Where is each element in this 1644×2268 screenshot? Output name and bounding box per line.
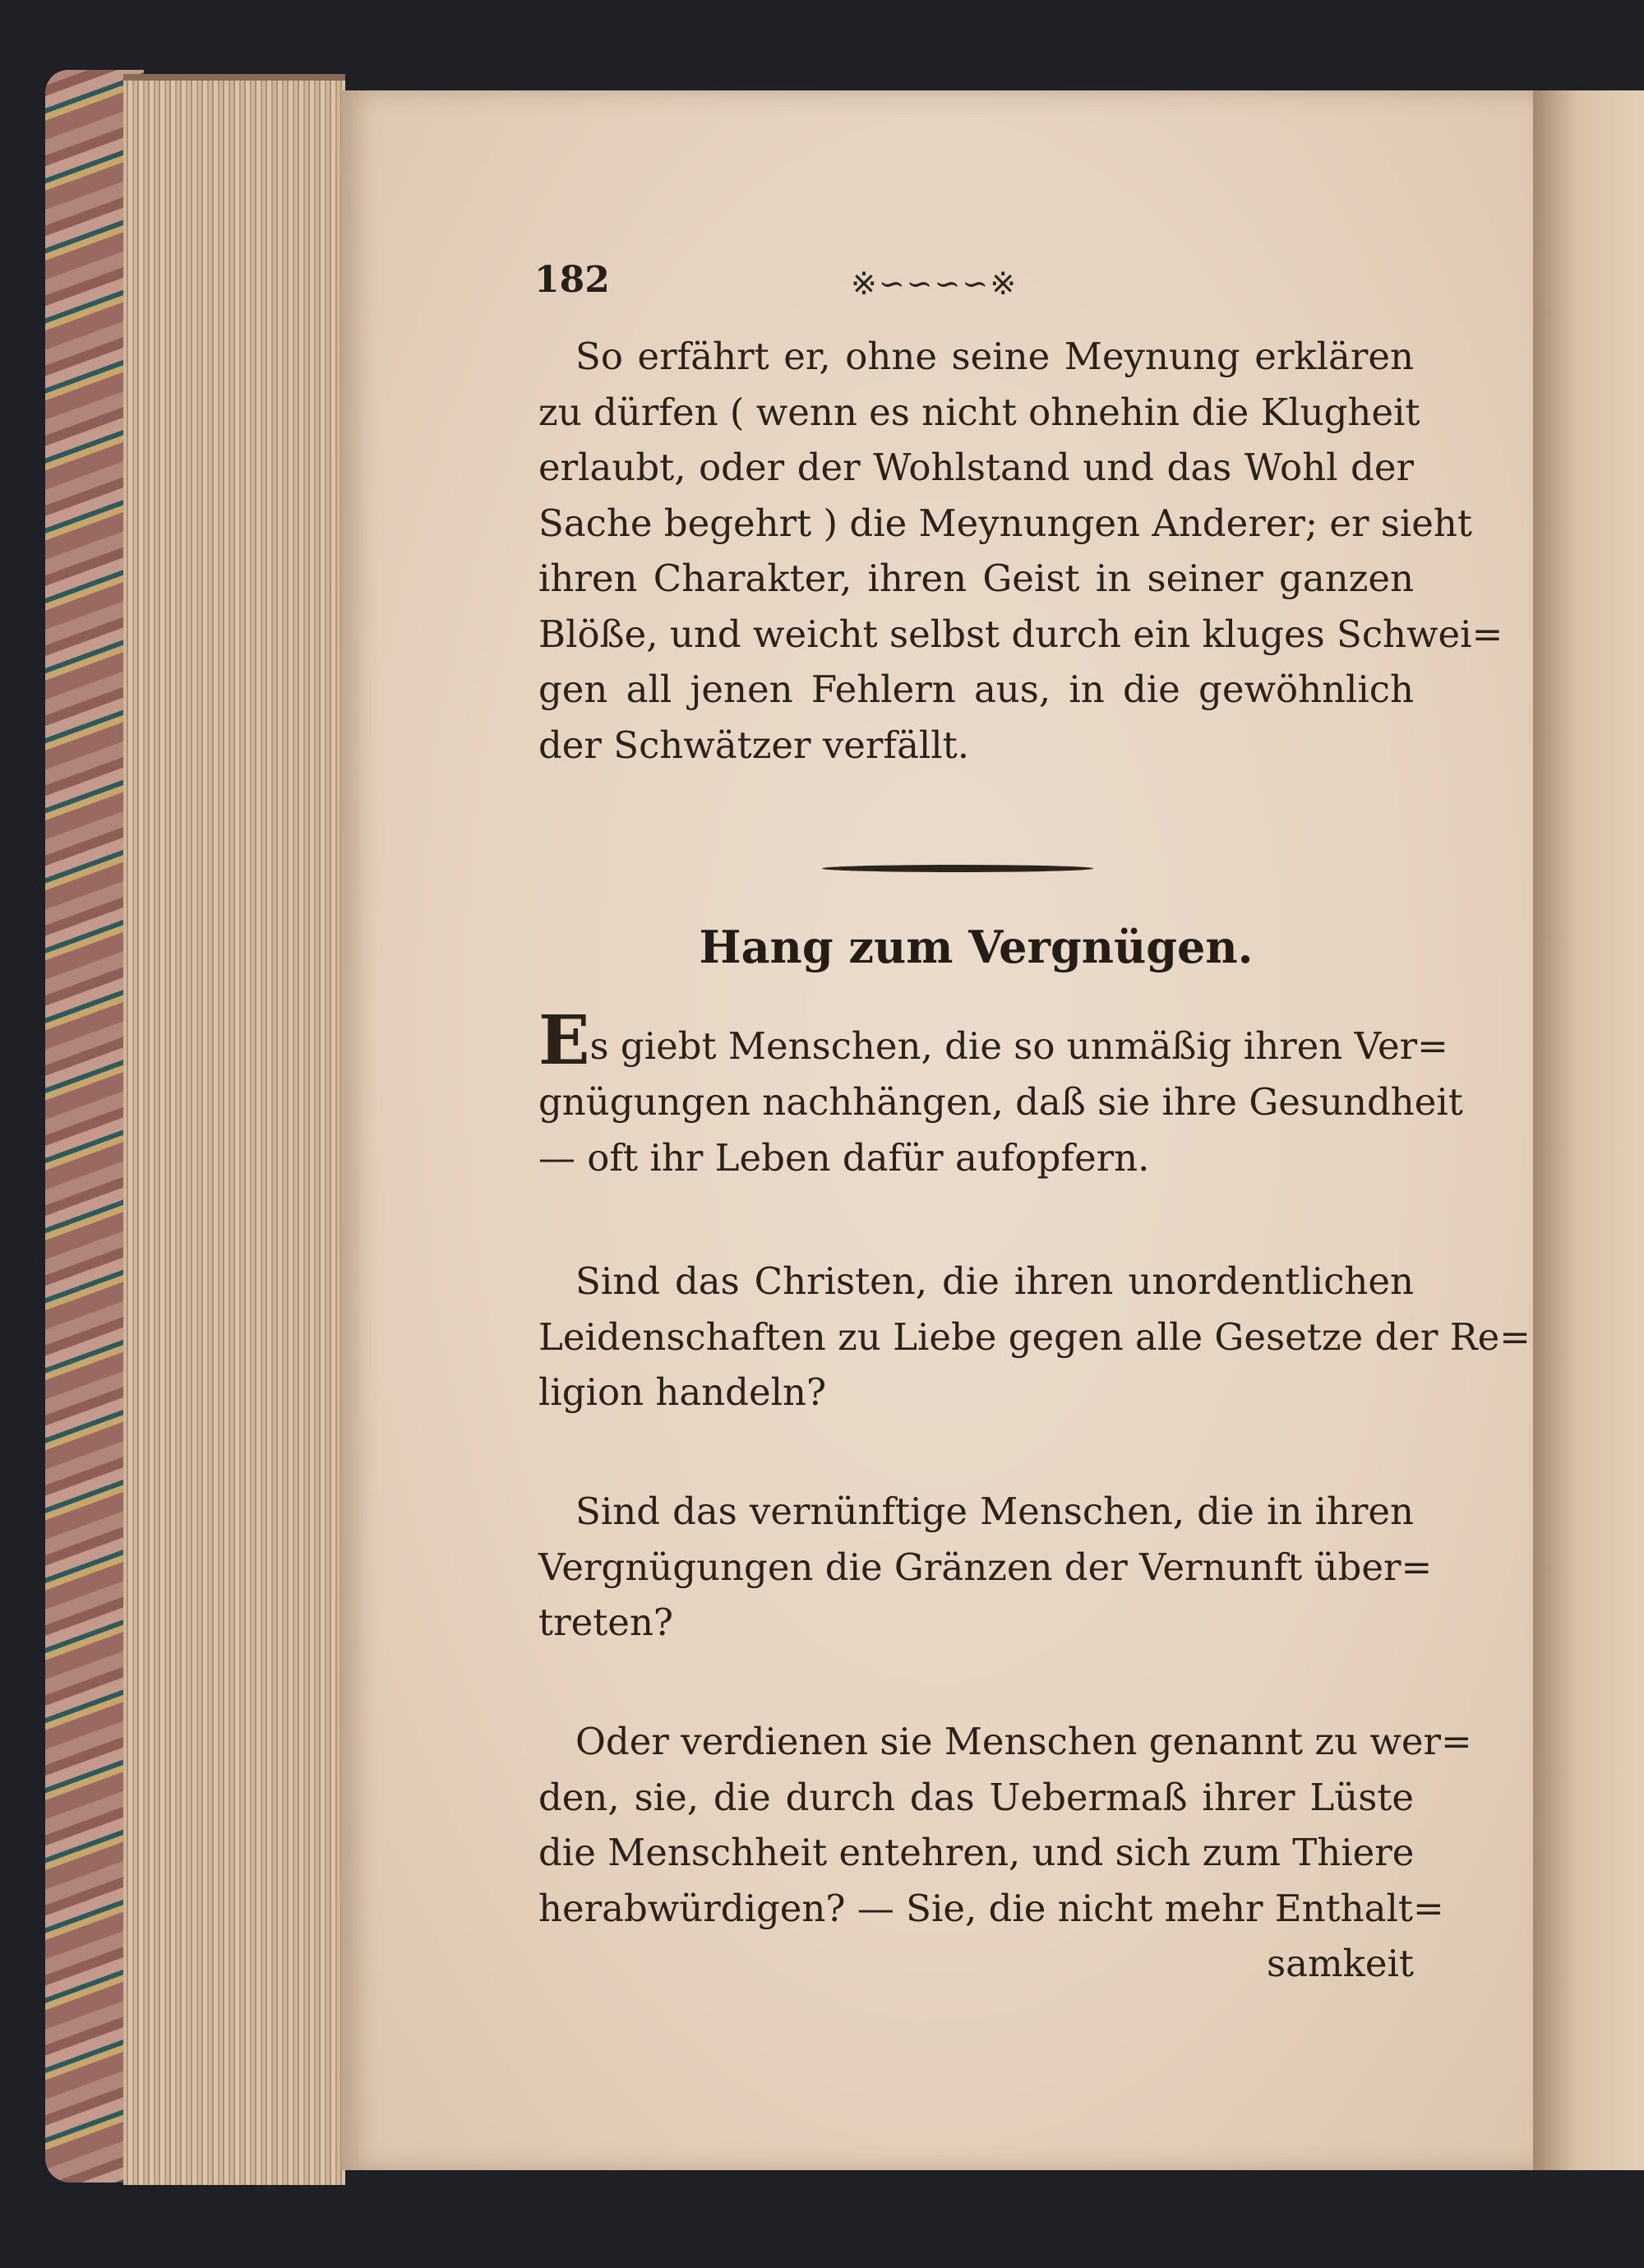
paragraph-3: [538, 1254, 1531, 1420]
text-line: Oder verdienen sie Menschen genannt zu wer=: [575, 1720, 1472, 1763]
text-line: Vergnügungen die Gränzen der Vernunft über=: [538, 1545, 1433, 1589]
text-line: ihren Charakter, ihren Geist in seiner ganzen: [538, 557, 1414, 600]
catchword: samkeit: [1267, 1942, 1414, 1985]
text-line: Leidenschaften zu Liebe gegen alle Gesetze der Re=: [538, 1314, 1531, 1359]
text-line: erlaubt, oder der Wohlstand und das Wohl der: [538, 446, 1414, 489]
text-line: Sind das vernünftige Menschen, die in ihren: [575, 1490, 1414, 1533]
paragraph-5: [538, 1714, 1472, 1992]
text-line: treten?: [538, 1601, 674, 1644]
page-edges: [123, 74, 345, 2185]
paragraph-1: [538, 329, 1503, 773]
text-line: Blöße, und weicht selbst durch ein kluges Schwei=: [538, 612, 1503, 656]
section-heading: Hang zum Vergnügen.: [699, 921, 1254, 973]
paragraph-2: [538, 1001, 1463, 1185]
facing-page-edge: [1533, 90, 1644, 2170]
ornament-icon: ※∽∽∽∽※: [851, 266, 1018, 302]
text-line-rest: s giebt Menschen, die so unmäßig ihren Ver=: [589, 1024, 1448, 1068]
text-line: ligion handeln?: [538, 1370, 827, 1414]
text-line: — oft ihr Leben dafür aufopfern.: [538, 1135, 1150, 1180]
text-line: gnügungen nachhängen, daß sie ihre Gesundheit: [538, 1080, 1463, 1124]
text-line: den, sie, die durch das Uebermaß ihrer Lüste: [538, 1775, 1414, 1819]
text-line: So erfährt er, ohne seine Meynung erklären: [575, 335, 1414, 378]
section-divider: [822, 865, 1093, 872]
text-line: der Schwätzer verfällt.: [538, 723, 970, 767]
drop-cap: E: [538, 1001, 590, 1080]
text-line: gen all jenen Fehlern aus, in die gewöhnlich: [538, 667, 1414, 711]
text-line: zu dürfen ( wenn es nicht ohnehin die Klugheit: [538, 390, 1420, 434]
text-line: Sind das Christen, die ihren unordentlichen: [575, 1259, 1414, 1303]
page-header: [534, 259, 1110, 308]
text-line: herabwürdigen? — Sie, die nicht mehr Enthalt=: [538, 1886, 1444, 1930]
page-number: 182: [534, 259, 610, 301]
text-line: Sache begehrt ) die Meynungen Anderer; er sieht: [538, 501, 1472, 545]
text-line: die Menschheit entehren, und sich zum Thiere: [538, 1831, 1415, 1874]
paragraph-4: [538, 1484, 1433, 1651]
text-line: [538, 1001, 1448, 1080]
